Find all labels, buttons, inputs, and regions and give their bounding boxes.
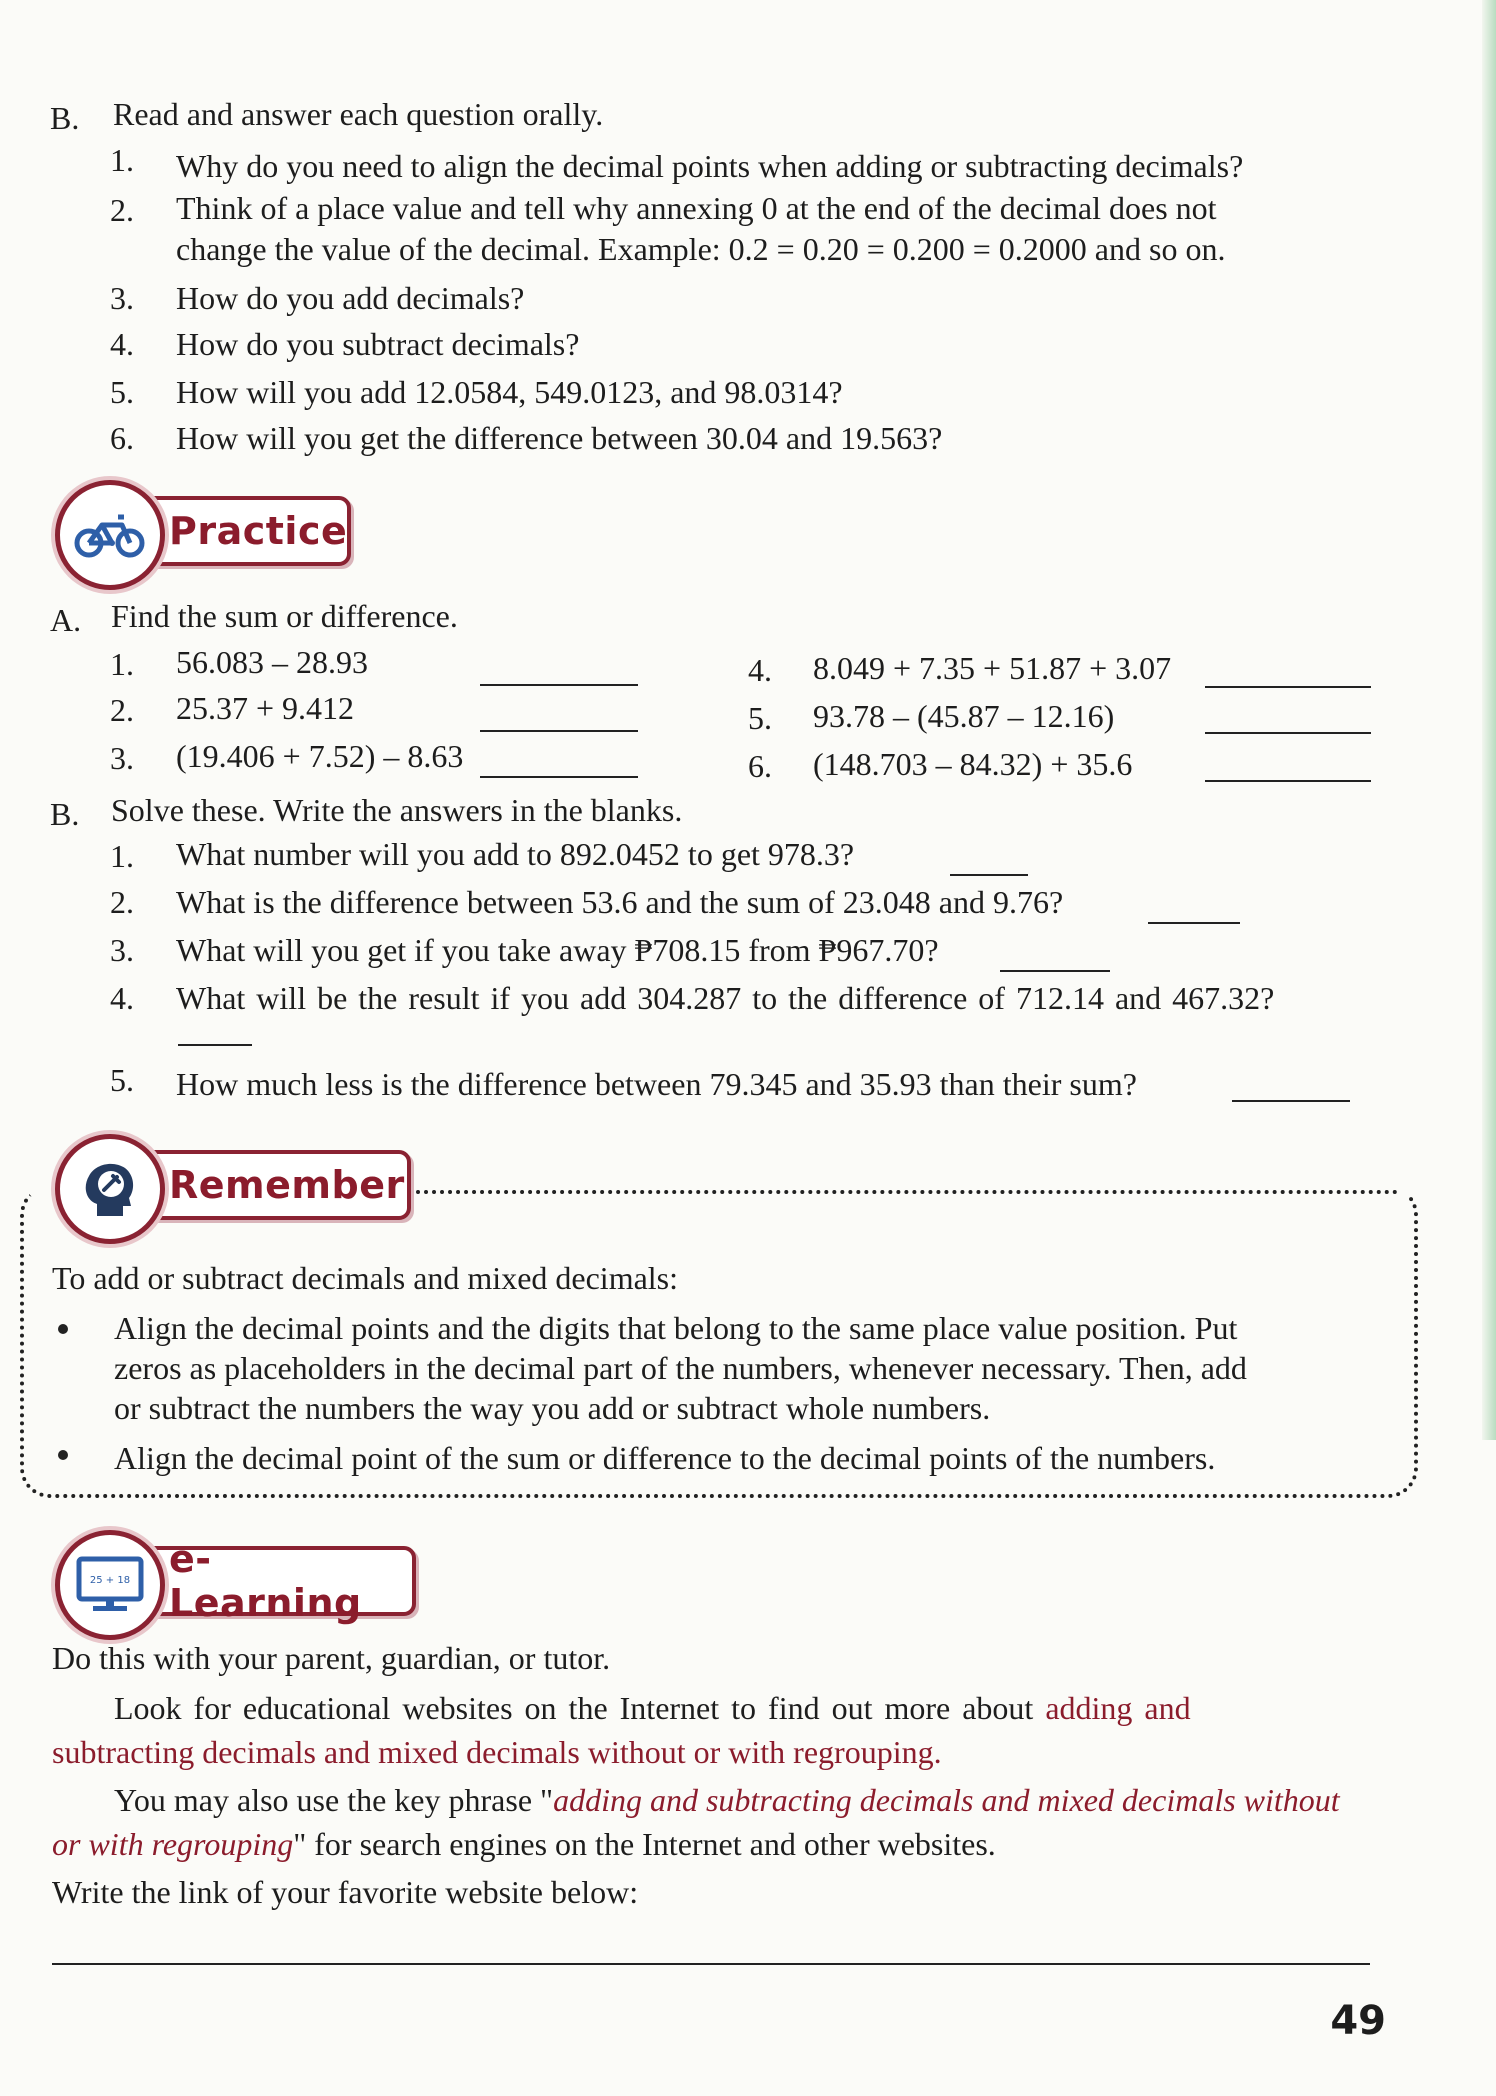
remember-point: Align the decimal points and the digits that belong to the same place value position. Put bbox=[114, 1310, 1238, 1346]
section-instruction: Find the sum or difference. bbox=[111, 598, 458, 634]
elearning-paragraph bbox=[52, 1826, 996, 1863]
question-number: 1. bbox=[110, 142, 134, 178]
bullet-icon bbox=[58, 1450, 68, 1460]
exercise-number: 3. bbox=[110, 740, 134, 776]
remember-badge-label: Remember bbox=[169, 1163, 405, 1207]
answer-blank[interactable] bbox=[1205, 682, 1371, 688]
section-instruction: Read and answer each question orally. bbox=[113, 96, 604, 132]
question-text: How do you add decimals? bbox=[176, 280, 525, 316]
exercise-question: What is the difference between 53.6 and the sum of 23.048 and 9.76? bbox=[176, 884, 1064, 920]
remember-point: or subtract the numbers the way you add or subtract whole numbers. bbox=[114, 1390, 991, 1426]
question-text: change the value of the decimal. Example: 0.2 = 0.20 = 0.200 = 0.2000 and so on. bbox=[176, 231, 1226, 267]
practice-badge-circle bbox=[55, 480, 165, 590]
page-edge bbox=[1482, 0, 1496, 1440]
answer-blank[interactable] bbox=[1205, 728, 1371, 734]
question-number: 4. bbox=[110, 326, 134, 362]
elearning-paragraph bbox=[114, 1690, 1191, 1727]
section-letter: B. bbox=[50, 796, 80, 832]
answer-blank[interactable] bbox=[1148, 918, 1240, 924]
section-letter: A. bbox=[50, 602, 82, 638]
remember-point: zeros as placeholders in the decimal part of the numbers, whenever necessary. Then, add bbox=[114, 1350, 1247, 1386]
answer-blank[interactable] bbox=[1232, 1096, 1350, 1102]
exercise-question: How much less is the difference between 79.345 and 35.93 than their sum? bbox=[176, 1066, 1137, 1102]
answer-blank[interactable] bbox=[178, 1040, 252, 1046]
question-number: 2. bbox=[110, 192, 134, 228]
website-answer-line[interactable] bbox=[52, 1963, 1370, 1965]
practice-badge-label: Practice bbox=[169, 509, 348, 553]
remember-box-top-border bbox=[408, 1190, 1398, 1194]
exercise-number: 2. bbox=[110, 692, 134, 728]
answer-blank[interactable] bbox=[950, 870, 1028, 876]
bullet-icon bbox=[58, 1324, 68, 1334]
exercise-number: 3. bbox=[110, 932, 134, 968]
exercise-number: 5. bbox=[110, 1062, 134, 1098]
monitor-text: 25 + 18 bbox=[89, 1575, 131, 1586]
question-number: 5. bbox=[110, 374, 134, 410]
question-text: Think of a place value and tell why annexing 0 at the end of the decimal does not bbox=[176, 190, 1217, 226]
question-text: Why do you need to align the decimal points when adding or subtracting decimals? bbox=[176, 148, 1244, 184]
exercise-number: 4. bbox=[110, 980, 134, 1016]
exercise-number: 1. bbox=[110, 646, 134, 682]
exercise-expression: 56.083 – 28.93 bbox=[176, 644, 368, 680]
key-phrase: adding and subtracting decimals and mixed decimals without bbox=[553, 1782, 1340, 1818]
section-instruction: Solve these. Write the answers in the blanks. bbox=[111, 792, 683, 828]
highlight-text: adding and bbox=[1045, 1690, 1191, 1726]
monitor-icon bbox=[75, 1555, 145, 1615]
key-phrase: or with regrouping bbox=[52, 1826, 294, 1862]
exercise-number: 5. bbox=[748, 700, 772, 736]
elearning-line: Write the link of your favorite website below: bbox=[52, 1874, 639, 1910]
question-text: How will you add 12.0584, 549.0123, and 98.0314? bbox=[176, 374, 843, 410]
exercise-number: 6. bbox=[748, 748, 772, 784]
answer-blank[interactable] bbox=[480, 680, 638, 686]
paragraph-text: " for search engines on the Internet and other websites. bbox=[293, 1826, 996, 1862]
exercise-expression: 25.37 + 9.412 bbox=[176, 690, 355, 726]
question-number: 3. bbox=[110, 280, 134, 316]
bicycle-icon bbox=[74, 511, 146, 559]
paragraph-text: You may also use the key phrase " bbox=[114, 1782, 554, 1818]
exercise-number: 1. bbox=[110, 838, 134, 874]
exercise-question: What will be the result if you add 304.287 to the difference of 712.14 and 467.32? bbox=[176, 980, 1275, 1016]
exercise-question: What will you get if you take away ₱708.15 from ₱967.70? bbox=[176, 932, 939, 968]
question-number: 6. bbox=[110, 420, 134, 456]
exercise-expression: (148.703 – 84.32) + 35.6 bbox=[813, 746, 1133, 782]
remember-point: Align the decimal point of the sum or difference to the decimal points of the numbers. bbox=[114, 1440, 1216, 1476]
exercise-expression: (19.406 + 7.52) – 8.63 bbox=[176, 738, 464, 774]
exercise-number: 2. bbox=[110, 884, 134, 920]
elearning-badge-label: e-Learning bbox=[169, 1537, 362, 1625]
elearning-paragraph bbox=[114, 1782, 1340, 1819]
answer-blank[interactable] bbox=[480, 772, 638, 778]
section-letter: B. bbox=[50, 100, 80, 136]
paragraph-text: Look for educational websites on the Internet to find out more about bbox=[114, 1690, 1034, 1726]
remember-intro: To add or subtract decimals and mixed decimals: bbox=[52, 1260, 679, 1296]
answer-blank[interactable] bbox=[1000, 966, 1110, 972]
answer-blank[interactable] bbox=[480, 726, 638, 732]
head-pin-icon bbox=[77, 1156, 143, 1222]
page-number: 49 bbox=[1330, 1998, 1386, 2044]
question-text: How do you subtract decimals? bbox=[176, 326, 580, 362]
elearning-line: Do this with your parent, guardian, or tutor. bbox=[52, 1640, 611, 1676]
answer-blank[interactable] bbox=[1205, 776, 1371, 782]
highlight-text: subtracting decimals and mixed decimals without or with regrouping. bbox=[52, 1734, 942, 1770]
question-text: How will you get the difference between 30.04 and 19.563? bbox=[176, 420, 943, 456]
elearning-badge-circle bbox=[55, 1530, 165, 1640]
exercise-expression: 8.049 + 7.35 + 51.87 + 3.07 bbox=[813, 650, 1172, 686]
exercise-number: 4. bbox=[748, 652, 772, 688]
remember-badge-circle bbox=[55, 1134, 165, 1244]
exercise-question: What number will you add to 892.0452 to get 978.3? bbox=[176, 836, 855, 872]
exercise-expression: 93.78 – (45.87 – 12.16) bbox=[813, 698, 1115, 734]
